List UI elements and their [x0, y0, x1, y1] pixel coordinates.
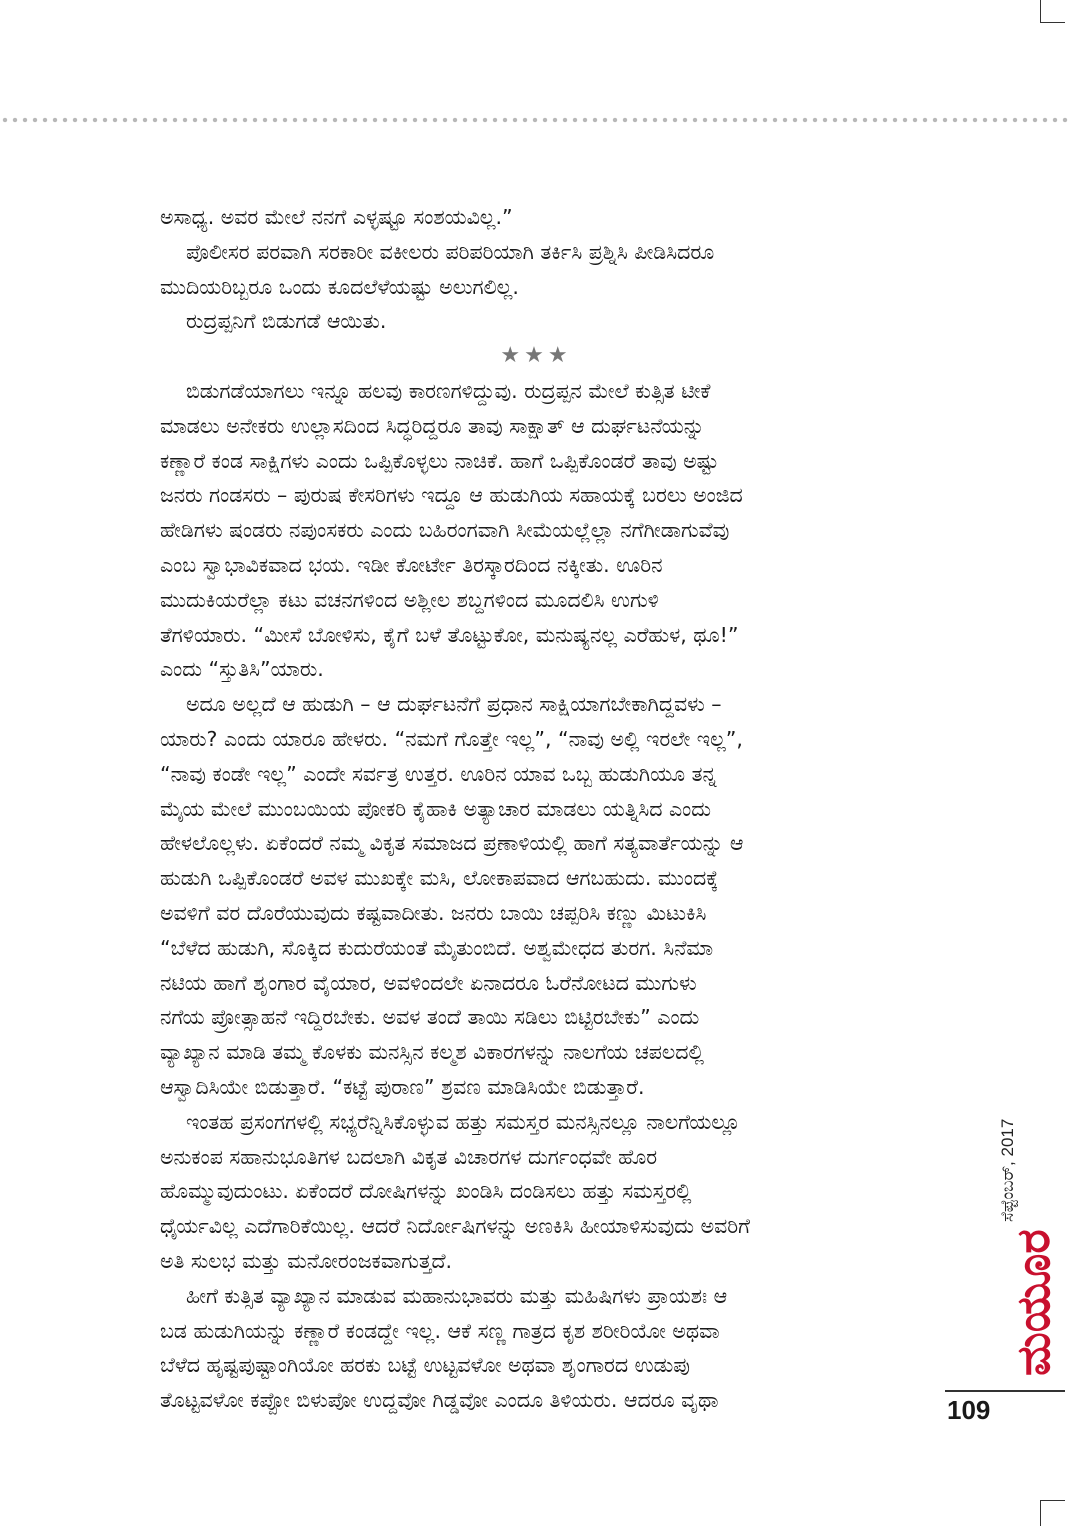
text-line: ಎಂದು “ಸ್ತುತಿಸಿ”ಯಾರು. [160, 657, 324, 682]
text-line: “ಬೆಳೆದ ಹುಡುಗಿ, ಸೊಕ್ಕಿದ ಕುದುರೆಯಂತೆ ಮೈತುಂಬಿದೆ. ಅಶ್ವಮೇಧದ ತುರಗ. ಸಿನೆಮಾ [160, 935, 714, 960]
paragraph [160, 1105, 912, 1279]
text-block-bottom [160, 374, 912, 1418]
dotted-divider [0, 116, 1072, 124]
text-line: ಬೆಳೆದ ಹೃಷ್ಟಪುಷ್ಟಾಂಗಿಯೋ ಹರಕು ಬಟ್ಟೆ ಉಟ್ಟವಳೋ ಅಥವಾ ಶೃಂಗಾರದ ಉಡುಪು [160, 1353, 690, 1378]
text-line: ಹೊಮ್ಮುವುದುಂಟು. ಏಕೆಂದರೆ ದೋಷಿಗಳನ್ನು ಖಂಡಿಸಿ ದಂಡಿಸಲು ಹತ್ತು ಸಮಸ್ತರಲ್ಲಿ [160, 1179, 692, 1204]
text-line: ಅನುಕಂಪ ಸಹಾನುಭೂತಿಗಳ ಬದಲಾಗಿ ವಿಕೃತ ವಿಚಾರಗಳ ದುರ್ಗಂಧವೇ ಹೊರ [160, 1144, 658, 1169]
text-line: ಮುದುಕಿಯರೆಲ್ಲಾ ಕಟು ವಚನಗಳಿಂದ ಅಶ್ಲೀಲ ಶಬ್ದಗಳಿಂದ ಮೂದಲಿಸಿ ಉಗುಳಿ [160, 587, 659, 612]
paragraph [160, 200, 912, 235]
text-line: ಎಂಬ ಸ್ವಾಭಾವಿಕವಾದ ಭಯ. ಇಡೀ ಕೋರ್ಟೇ ತಿರಸ್ಕಾರದಿಂದ ನಕ್ಕೀತು. ಊರಿನ [160, 552, 663, 577]
paragraph [160, 374, 912, 687]
footer-rule [945, 1390, 1065, 1392]
text-line: ತೆಗಳಿಯಾರು. “ಮೀಸೆ ಬೋಳಿಸು, ಕೈಗೆ ಬಳೆ ತೊಟ್ಟುಕೋ, ಮನುಷ್ಯನಲ್ಲ ಎರೆಹುಳ, ಥೂ!” [160, 622, 739, 647]
text-line: ಮುದಿಯರಿಬ್ಬರೂ ಒಂದು ಕೂದಲೆಳೆಯಷ್ಟು ಅಲುಗಲಿಲ್ಲ. [160, 274, 519, 299]
text-line: ಜನರು ಗಂಡಸರು – ಪುರುಷ ಕೇಸರಿಗಳು ಇದ್ದೂ ಆ ಹುಡುಗಿಯ ಸಹಾಯಕ್ಕೆ ಬರಲು ಅಂಜಿದ [160, 483, 743, 508]
text-line: ಅವಳಿಗೆ ವರ ದೊರೆಯುವುದು ಕಷ್ಟವಾದೀತು. ಜನರು ಬಾಯಿ ಚಪ್ಪರಿಸಿ ಕಣ್ಣು ಮಿಟುಕಿಸಿ [160, 900, 707, 925]
text-line: ಹುಡುಗಿ ಒಪ್ಪಿಕೊಂಡರೆ ಅವಳ ಮುಖಕ್ಕೇ ಮಸಿ, ಲೋಕಾಪವಾದ ಆಗಬಹುದು. ಮುಂದಕ್ಕೆ [160, 866, 719, 891]
text-line: ರುದ್ರಪ್ಪನಿಗೆ ಬಿಡುಗಡೆ ಆಯಿತು. [186, 309, 387, 334]
text-line: ಮೈಯ ಮೇಲೆ ಮುಂಬಯಿಯ ಪೋಕರಿ ಕೈಹಾಕಿ ಅತ್ಯಾಚಾರ ಮಾಡಲು ಯತ್ನಿಸಿದ ಎಂದು [160, 796, 712, 821]
text-line: ಅತಿ ಸುಲಭ ಮತ್ತು ಮನೋರಂಜಕವಾಗುತ್ತದೆ. [160, 1248, 453, 1273]
text-line: ಬಡ ಹುಡುಗಿಯನ್ನು ಕಣ್ಣಾರೆ ಕಂಡದ್ದೇ ಇಲ್ಲ. ಆಕೆ ಸಣ್ಣ ಗಾತ್ರದ ಕೃಶ ಶರೀರಿಯೋ ಅಥವಾ [160, 1318, 720, 1343]
text-line: ಅಸಾಧ್ಯ. ಅವರ ಮೇಲೆ ನನಗೆ ಎಳ್ಳಷ್ಟೂ ಸಂಶಯವಿಲ್ಲ.” [160, 205, 513, 229]
crop-mark-bottom [1040, 1500, 1065, 1526]
text-line: ಹೀಗೆ ಕುತ್ಸಿತ ವ್ಯಾಖ್ಯಾನ ಮಾಡುವ ಮಹಾನುಭಾವರು ಮತ್ತು ಮಹಿಷಿಗಳು ಪ್ರಾಯಶಃ ಆ [186, 1283, 728, 1308]
text-line: ಯಾರು? ಎಂದು ಯಾರೂ ಹೇಳರು. “ನಮಗೆ ಗೊತ್ತೇ ಇಲ್ಲ”, “ನಾವು ಅಲ್ಲಿ ಇರಲೇ ಇಲ್ಲ”, [160, 726, 743, 751]
text-line: ನಟಿಯ ಹಾಗೆ ಶೃಂಗಾರ ವೈಯಾರ, ಅವಳಿಂದಲೇ ಏನಾದರೂ ಓರೆನೋಟದ ಮುಗುಳು [160, 970, 697, 995]
crop-mark-top [1040, 0, 1065, 23]
text-line: ಪೊಲೀಸರ ಪರವಾಗಿ ಸರಕಾರೀ ವಕೀಲರು ಪರಿಪರಿಯಾಗಿ ತರ್ಕಿಸಿ ಪ್ರಶ್ನಿಸಿ ಪೀಡಿಸಿದರೂ [186, 239, 715, 264]
text-line: ಆಸ್ವಾದಿಸಿಯೇ ಬಿಡುತ್ತಾರೆ. “ಕಟ್ಟೆ ಪುರಾಣ” ಶ್ರವಣ ಮಾಡಿಸಿಯೇ ಬಿಡುತ್ತಾರೆ. [160, 1074, 645, 1099]
issue-date: ಸೆಪ್ಟೆಂಬರ್, 2017 [998, 1118, 1017, 1222]
paragraph [160, 687, 912, 1105]
text-line: ಅದೂ ಅಲ್ಲದೆ ಆ ಹುಡುಗಿ – ಆ ದುರ್ಘಟನೆಗೆ ಪ್ರಧಾನ ಸಾಕ್ಷಿಯಾಗಬೇಕಾಗಿದ್ದವಳು – [186, 692, 722, 717]
paragraph [160, 235, 912, 305]
paragraph [160, 1279, 912, 1418]
text-line: ವ್ಯಾಖ್ಯಾನ ಮಾಡಿ ತಮ್ಮ ಕೊಳಕು ಮನಸ್ಸಿನ ಕಲ್ಮಶ ವಿಕಾರಗಳನ್ನು ನಾಲಗೆಯ ಚಪಲದಲ್ಲಿ [160, 1040, 704, 1065]
text-line: ಧೈರ್ಯವಿಲ್ಲ ಎದೆಗಾರಿಕೆಯಿಲ್ಲ. ಆದರೆ ನಿರ್ದೋಷಿಗಳನ್ನು ಅಣಕಿಸಿ ಹೀಯಾಳಿಸುವುದು ಅವರಿಗೆ [160, 1214, 750, 1239]
page-number: 109 [947, 1395, 991, 1425]
text-line: ತೊಟ್ಟವಳೋ ಕಪ್ಪೋ ಬಿಳುಪೋ ಉದ್ದವೋ ಗಿಡ್ಡವೋ ಎಂದೂ ತಿಳಿಯರು. ಆದರೂ ವೃಥಾ [160, 1388, 719, 1413]
text-line: ಕಣ್ಣಾರೆ ಕಂಡ ಸಾಕ್ಷಿಗಳು ಎಂದು ಒಪ್ಪಿಕೊಳ್ಳಲು ನಾಚಿಕೆ. ಹಾಗೆ ಒಪ್ಪಿಕೊಂಡರೆ ತಾವು ಅಷ್ಟು [160, 448, 719, 473]
text-line: ಮಾಡಲು ಅನೇಕರು ಉಲ್ಲಾಸದಿಂದ ಸಿದ್ಧರಿದ್ದರೂ ತಾವು ಸಾಕ್ಷಾತ್ ಆ ದುರ್ಘಟನೆಯನ್ನು [160, 413, 705, 438]
text-line: ನಗೆಯ ಪ್ರೋತ್ಸಾಹನೆ ಇದ್ದಿರಬೇಕು. ಅವಳ ತಂದೆ ತಾಯಿ ಸಡಿಲು ಬಿಟ್ಟಿರಬೇಕು” ಎಂದು [160, 1005, 700, 1030]
text-line: ಹೇಡಿಗಳು ಷಂಡರು ನಪುಂಸಕರು ಎಂದು ಬಹಿರಂಗವಾಗಿ ಸೀಮೆಯಲ್ಲೆಲ್ಲಾ ನಗೆಗೀಡಾಗುವೆವು [160, 518, 730, 543]
magazine-logo: ಮಯೂರ [1006, 1229, 1060, 1376]
text-line: ಇಂತಹ ಪ್ರಸಂಗಗಳಲ್ಲಿ ಸಭ್ಯರೆನ್ನಿಸಿಕೊಳ್ಳುವ ಹತ್ತು ಸಮಸ್ತರ ಮನಸ್ಸಿನಲ್ಲೂ ನಾಲಗೆಯಲ್ಲೂ [186, 1109, 741, 1134]
text-line: “ನಾವು ಕಂಡೇ ಇಲ್ಲ” ಎಂದೇ ಸರ್ವತ್ರ ಉತ್ತರ. ಊರಿನ ಯಾವ ಒಬ್ಬ ಹುಡುಗಿಯೂ ತನ್ನ [160, 761, 717, 786]
paragraph [160, 304, 912, 339]
text-block-top [160, 200, 912, 339]
text-line: ಹೇಳಲೊಲ್ಲಳು. ಏಕೆಂದರೆ ನಮ್ಮ ವಿಕೃತ ಸಮಾಜದ ಪ್ರಣಾಳಿಯಲ್ಲಿ ಹಾಗೆ ಸತ್ಯವಾರ್ತೆಯನ್ನು ಆ [160, 831, 744, 856]
section-separator: ★★★ [500, 343, 572, 369]
text-line: ಬಿಡುಗಡೆಯಾಗಲು ಇನ್ನೂ ಹಲವು ಕಾರಣಗಳಿದ್ದುವು. ರುದ್ರಪ್ಪನ ಮೇಲೆ ಕುತ್ಸಿತ ಟೀಕೆ [186, 378, 711, 403]
body-text [160, 200, 912, 1418]
